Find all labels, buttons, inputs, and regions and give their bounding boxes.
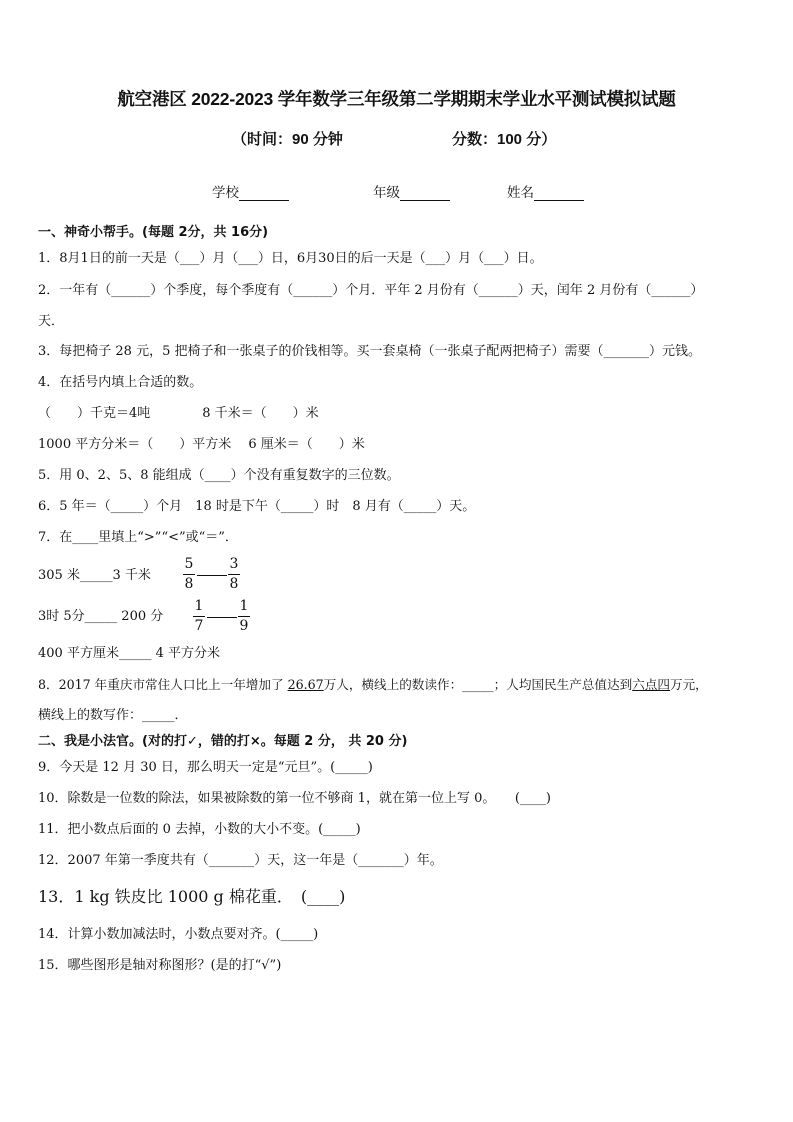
- fraction-numerator: 3: [229, 556, 239, 572]
- exam-title: 航空港区 2022-2023 学年数学三年级第二学期期末学业水平测试模拟试题: [117, 89, 676, 109]
- question-6: 6．5 年＝（_____）个月 18 时是下午（_____）时 8 月有（_____）天。: [38, 499, 476, 514]
- question-15: 15．哪些图形是轴对称图形？(是的打“√”): [38, 958, 282, 973]
- question-7-item-c: 400 平方厘米_____ 4 平方分米: [38, 646, 220, 661]
- q8-underlined-words: 六点四: [632, 677, 670, 692]
- section-1-heading: 一、神奇小帮手。(每题 2分，共 16分): [38, 225, 269, 240]
- fraction-numerator: 5: [184, 556, 194, 572]
- fraction-5-8: [183, 557, 195, 592]
- compare-blank[interactable]: [197, 575, 227, 576]
- question-2-line-1: 2．一年有（______）个季度，每个季度有（______）个月．平年 2 月份有（______）天，闰年 2 月份有（______）: [38, 283, 704, 298]
- question-3: 3．每把椅子 28 元，5 把椅子和一张桌子的价钱相等。买一套桌椅（一张桌子配两把椅子）需要（_______）元钱。: [38, 344, 701, 359]
- fraction-denominator: 8: [229, 576, 239, 592]
- question-7-item-a: 305 米_____3 千米: [38, 568, 151, 583]
- question-9: 9．今天是 12 月 30 日，那么明天一定是“元旦”。(_____): [38, 760, 373, 775]
- question-11: 11．把小数点后面的 0 去掉，小数的大小不变。(_____): [38, 822, 361, 837]
- question-7: 7．在____里填上“>”“<”或“＝”．: [38, 530, 238, 545]
- question-8-line-1: [38, 677, 708, 693]
- fraction-1-9: [238, 599, 250, 634]
- question-1: 1．8月1日的前一天是（___）月（___）日，6月30日的后一天是（___）月（___）日。: [38, 251, 543, 266]
- fraction-numerator: 1: [194, 598, 204, 614]
- question-4-row-b: 1000 平方分米＝（ ）平方米 6 厘米＝（ ）米: [38, 437, 365, 452]
- grade-label: 年级: [373, 185, 400, 200]
- name-label: 姓名: [507, 185, 534, 200]
- q8-underlined-number: 26.67: [287, 677, 324, 692]
- grade-blank[interactable]: [400, 186, 450, 201]
- exam-time: （时间：90 分钟: [232, 131, 343, 148]
- fraction-denominator: 7: [194, 618, 204, 634]
- q8-prefix: 8．2017 年重庆市常住人口比上一年增加了: [38, 677, 288, 692]
- q8-middle: 万人，横线上的数读作：_____；人均国民生产总值达到: [323, 677, 633, 692]
- fraction-1-7: [193, 599, 205, 634]
- question-2-line-2: 天．: [38, 314, 65, 329]
- question-13: 13．1 kg 铁皮比 1000 g 棉花重． (____): [38, 887, 346, 906]
- q8-suffix: 万元，: [669, 677, 708, 692]
- exam-score: 分数：100 分）: [452, 131, 557, 148]
- name-blank[interactable]: [534, 186, 584, 201]
- question-4-row-a: （ ）千克＝4吨 8 千米＝（ ）米: [38, 406, 319, 421]
- question-12: 12．2007 年第一季度共有（_______）天，这一年是（_______）年。: [38, 853, 443, 868]
- question-14: 14．计算小数加减法时，小数点要对齐。(_____): [38, 927, 319, 942]
- question-10: 10．除数是一位数的除法，如果被除数的第一位不够商 1，就在第一位上写 0。 (____): [38, 791, 551, 806]
- compare-blank[interactable]: [207, 617, 237, 618]
- school-field[interactable]: [212, 181, 289, 201]
- fraction-numerator: 1: [239, 598, 249, 614]
- question-7-item-b: 3时 5分_____ 200 分: [38, 609, 164, 624]
- question-5: 5．用 0、2、5、8 能组成（____）个没有重复数字的三位数。: [38, 468, 400, 483]
- fraction-3-8: [228, 557, 240, 592]
- grade-field[interactable]: [373, 181, 450, 201]
- school-label: 学校: [212, 185, 239, 200]
- school-blank[interactable]: [239, 186, 289, 201]
- fraction-denominator: 8: [184, 576, 194, 592]
- question-8-line-2: 横线上的数写作：_____．: [38, 708, 188, 723]
- name-field[interactable]: [507, 181, 584, 201]
- question-4: 4．在括号内填上合适的数。: [38, 375, 203, 390]
- section-2-heading: 二、我是小法官。(对的打✓，错的打×。每题 2 分， 共 20 分): [38, 734, 408, 749]
- fraction-denominator: 9: [239, 618, 249, 634]
